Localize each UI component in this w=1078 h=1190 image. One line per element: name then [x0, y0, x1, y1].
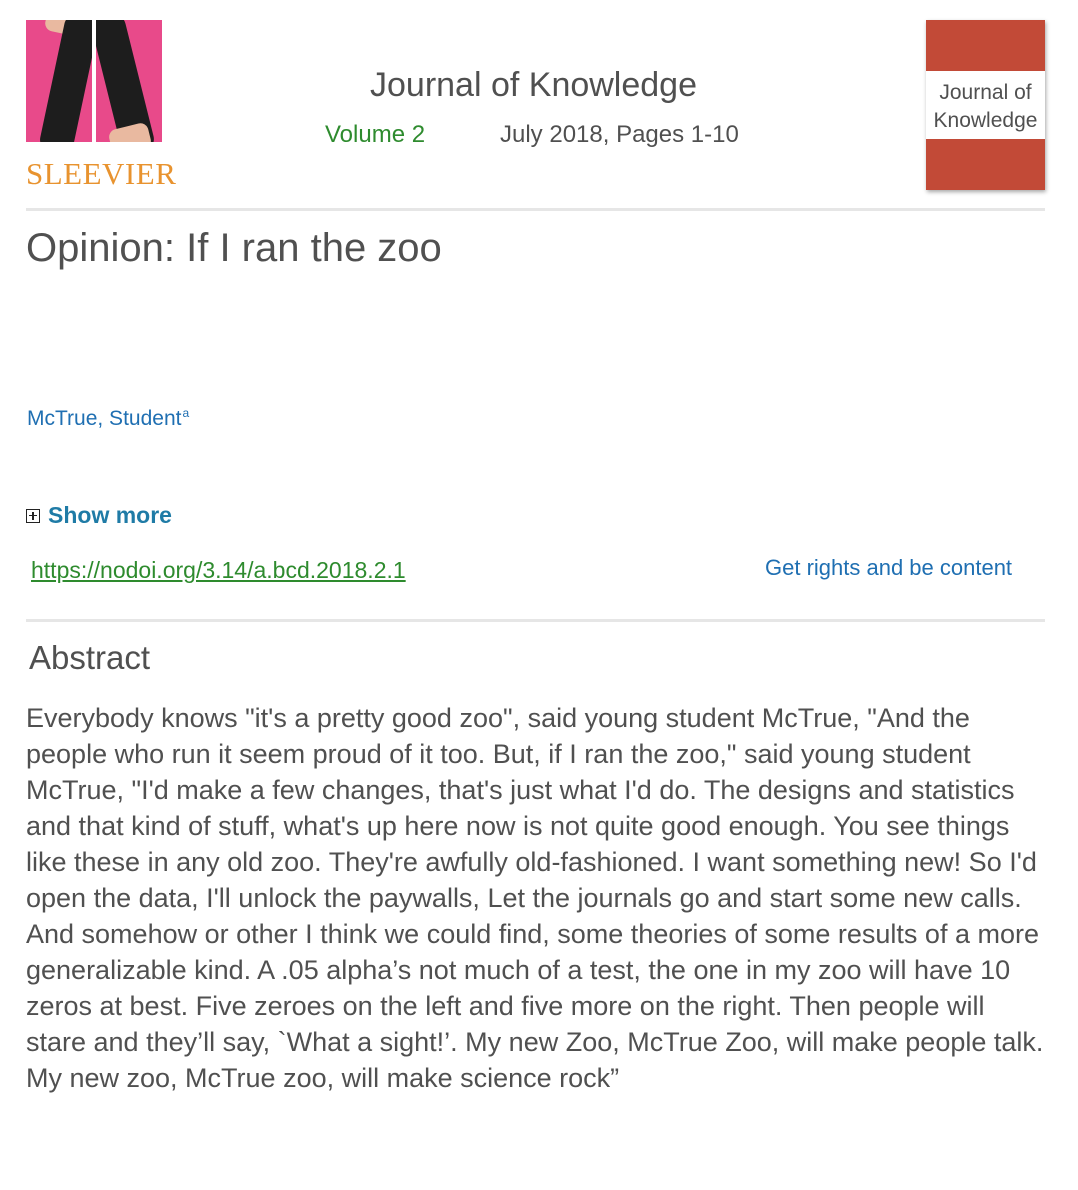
cover-band-bottom	[926, 139, 1045, 190]
expand-plus-icon[interactable]	[26, 509, 40, 523]
issue-date-pages: July 2018, Pages 1-10	[500, 121, 739, 148]
volume-link[interactable]: Volume 2	[325, 121, 426, 148]
journal-cover[interactable]	[926, 20, 1045, 190]
publisher-wordmark: SLEEVIER	[26, 156, 177, 191]
header-divider	[26, 208, 1045, 211]
doi-link[interactable]: https://nodoi.org/3.14/a.bcd.2018.2.1	[31, 557, 406, 583]
sleeve-photo-left	[26, 20, 92, 142]
publisher-logo[interactable]	[26, 20, 196, 190]
journal-title[interactable]: Journal of Knowledge	[370, 66, 698, 104]
sleeve-photo-right	[96, 20, 162, 142]
author-link[interactable]	[27, 406, 189, 431]
cover-band-top	[926, 20, 1045, 71]
abstract-divider	[26, 619, 1045, 622]
rights-link[interactable]: Get rights and be content	[765, 555, 1013, 580]
show-more-toggle[interactable]	[26, 502, 172, 529]
cover-title: Journal of Knowledge	[933, 81, 1038, 132]
abstract-heading: Abstract	[29, 639, 151, 676]
author-name[interactable]: McTrue, Student	[27, 407, 182, 430]
abstract-body: Everybody knows "it's a pretty good zoo", said young student McTrue, "And the people who run it seem proud of it too. But, if I ran the zoo," said young student McTrue, "I'd make a few changes, that's just what I'd do. The designs and statistics and that kind of stuff, what's up here now is not quite good enough. You see things like these in any old zoo. They're awfully old-fashioned. I want something new! So I'd open the data, I'll unlock the paywalls, Let the journals go and start some new calls. And somehow or other I think we could find, some theories of some results of a more generalizable kind. A .05 alpha’s not much of a test, the one in my zoo will have 10 zeros at best. Five zeroes on the left and five more on the right. Then people will stare and they’ll say, `What a sight!’. My new Zoo, McTrue Zoo, will make people talk. My new zoo, McTrue zoo, will make science rock”	[26, 703, 1044, 1093]
affiliation-mark[interactable]: a	[182, 406, 190, 420]
article-title: Opinion: If I ran the zoo	[26, 226, 442, 270]
show-more-label[interactable]: Show more	[48, 502, 172, 528]
